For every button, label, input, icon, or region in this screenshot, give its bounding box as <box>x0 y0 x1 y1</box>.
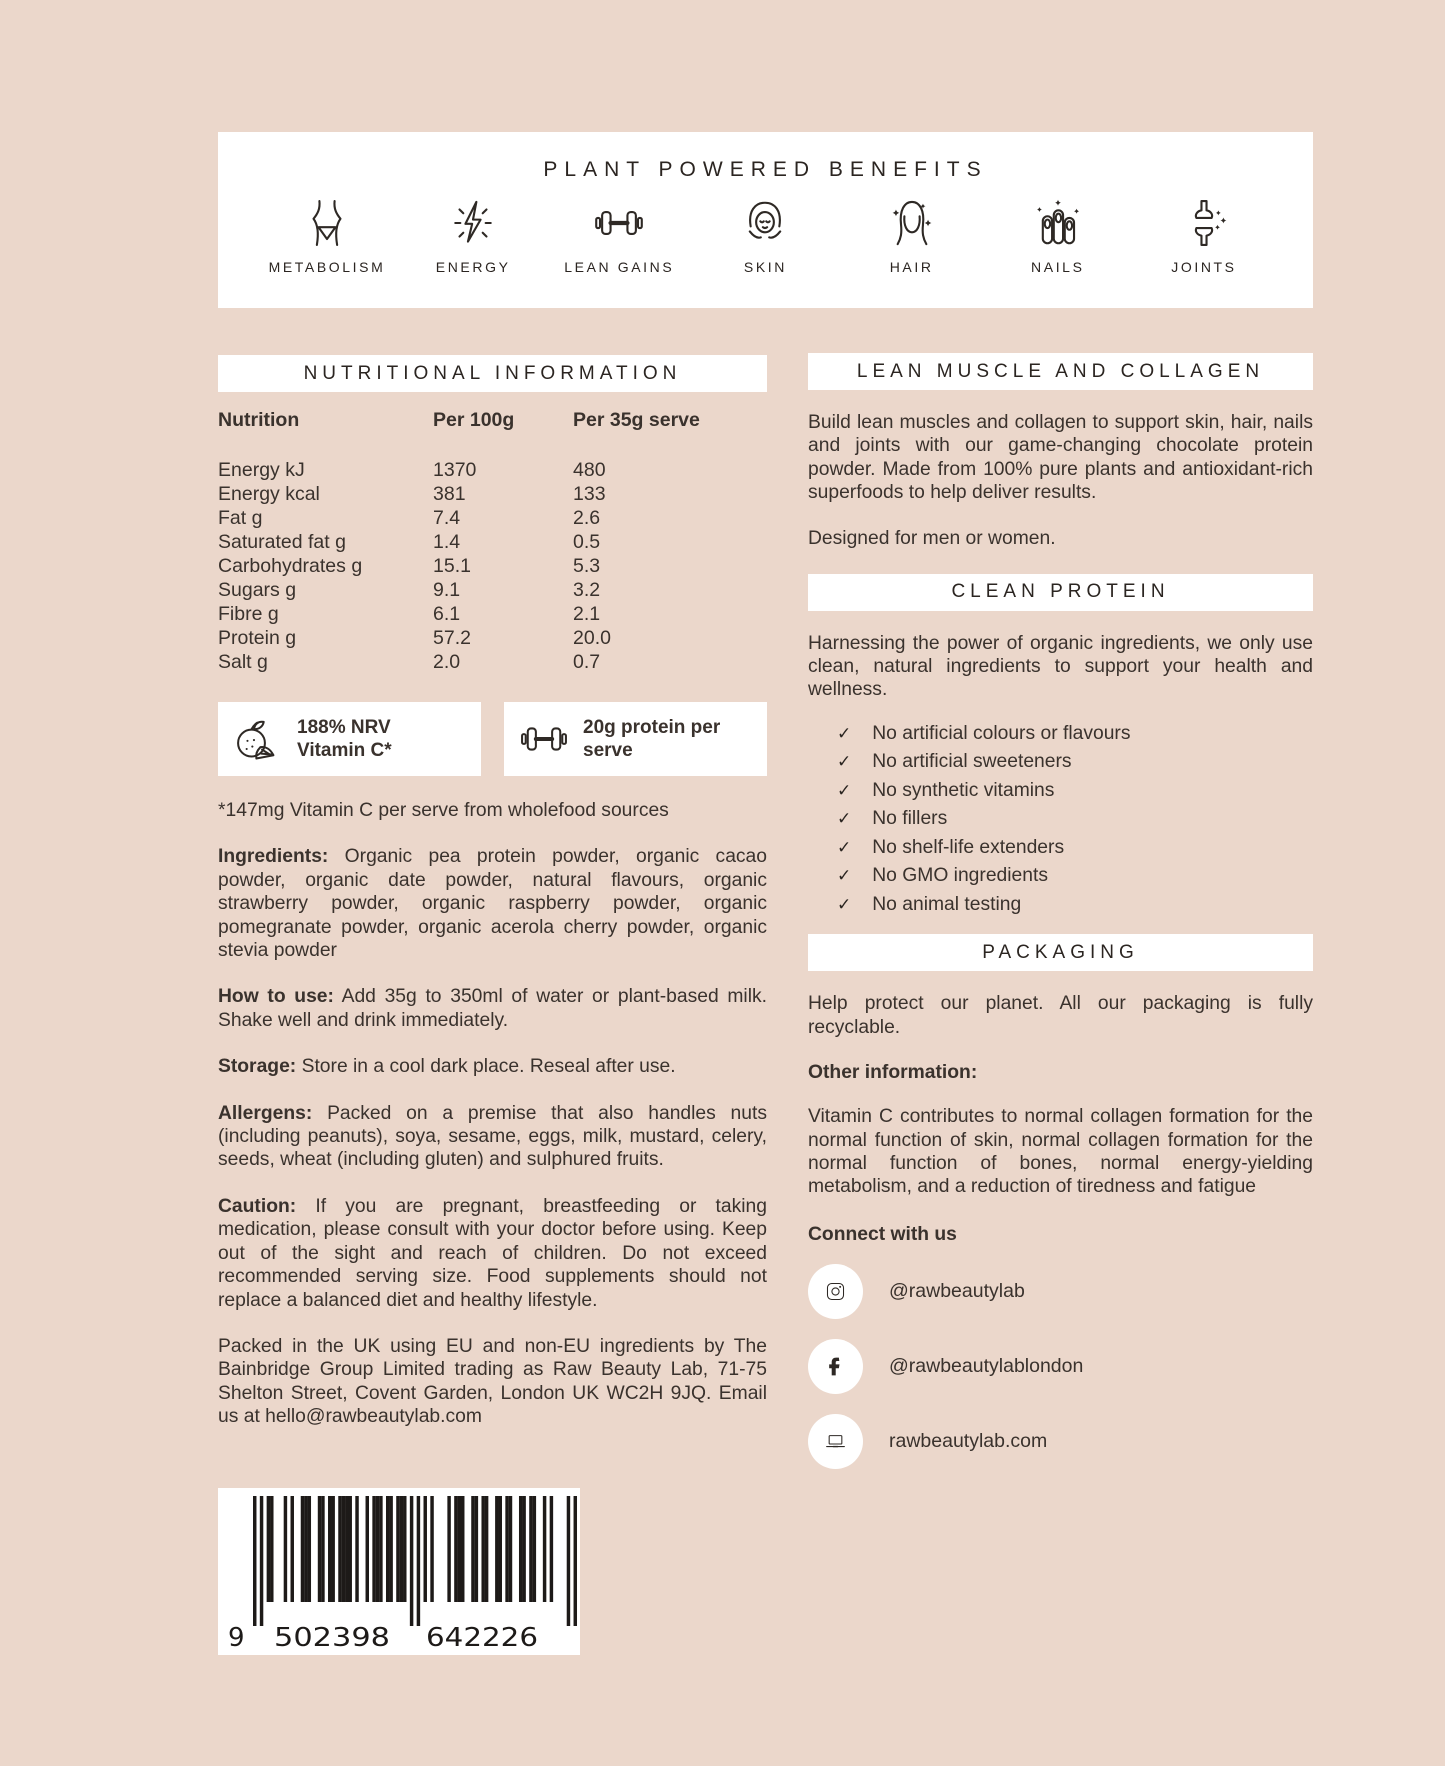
per-100g-value: 7.4 <box>433 507 461 529</box>
other-information-body: Vitamin C contributes to normal collagen formation for the normal function of skin, normal collagen formation for the normal function of bones, normal energy-yielding metabolism, and a reduction of tiredness and fatigue <box>808 1106 1313 1198</box>
detail-paragraph <box>218 1102 767 1172</box>
checklist-text: No GMO ingredients <box>872 865 1048 887</box>
detail-label: How to use: <box>218 986 334 1008</box>
per-100g-value: 57.2 <box>433 627 471 649</box>
check-icon: ✓ <box>837 866 852 886</box>
badge-line-2: serve <box>583 740 633 761</box>
per-35g-value: 3.2 <box>573 579 601 601</box>
barcode-bars <box>218 1488 580 1655</box>
nutrition-row <box>218 554 767 578</box>
benefit-label: JOINTS <box>1171 259 1237 275</box>
lean-muscle-body: Build lean muscles and collagen to support skin, hair, nails and joints with our game-changing chocolate protein powder. Made from 100% pure plants and antioxidant-rich superfoods to help deliver results. <box>808 412 1313 504</box>
nutrition-row <box>218 506 767 530</box>
social-icon-circle <box>808 1414 863 1469</box>
lean-muscle-section-title: LEAN MUSCLE AND COLLAGEN <box>856 360 1265 382</box>
checklist-text: No artificial sweeteners <box>872 751 1072 773</box>
highlight-badges <box>218 702 767 776</box>
detail-label: Ingredients: <box>218 846 329 868</box>
right-column <box>808 353 1313 1469</box>
benefit-item <box>995 196 1121 275</box>
detail-paragraph <box>218 1335 767 1429</box>
per-35g-value: 2.1 <box>573 603 601 625</box>
per-100g-value: 6.1 <box>433 603 461 625</box>
per-35g-value: 480 <box>573 459 606 481</box>
clean-protein-body: Harnessing the power of organic ingredients, we only use clean, natural ingredients to support your health and wellness. <box>808 632 1313 701</box>
nutrient-name: Energy kJ <box>218 459 305 481</box>
detail-text: If you are pregnant, breastfeeding or taking medication, please consult with your doctor before using. Keep out of the sight and reach of children. Do not exceed recommended serving size. Food supplements should not replace a balanced diet and healthy lifestyle. <box>218 1195 768 1311</box>
social-handle: @rawbeautylablondon <box>889 1354 1084 1377</box>
nutrient-name: Protein g <box>218 627 297 649</box>
nutrient-name: Fat g <box>218 507 263 529</box>
hair-icon <box>885 196 939 250</box>
nutrient-name: Energy kcal <box>218 483 320 505</box>
per-35g-value: 2.6 <box>573 507 601 529</box>
detail-paragraph <box>218 845 767 962</box>
nutrition-section-title: NUTRITIONAL INFORMATION <box>303 362 682 384</box>
nutrient-name: Sugars g <box>218 579 297 601</box>
detail-text: Store in a cool dark place. Reseal after use. <box>301 1056 676 1078</box>
detail-label: Storage: <box>218 1056 297 1078</box>
badge-line-2: Vitamin C* <box>297 740 392 761</box>
check-icon: ✓ <box>837 723 852 743</box>
laptop-icon <box>822 1428 849 1455</box>
per-100g-value: 1.4 <box>433 531 461 553</box>
detail-paragraph <box>218 1055 767 1078</box>
col-per-35g: Per 35g serve <box>573 409 700 431</box>
nutrition-row <box>218 530 767 554</box>
per-100g-value: 381 <box>433 483 466 505</box>
badge-text <box>297 716 392 762</box>
check-icon: ✓ <box>837 752 852 772</box>
nutrition-row <box>218 482 767 506</box>
detail-text: Add 35g to 350ml of water or plant-based milk. Shake well and drink immediately. <box>218 986 767 1031</box>
benefit-label: NAILS <box>1031 259 1085 275</box>
benefit-item <box>849 196 975 275</box>
checklist-item <box>808 834 1313 863</box>
checklist-item <box>808 748 1313 777</box>
per-100g-value: 2.0 <box>433 651 461 673</box>
lean-muscle-section-bar <box>808 353 1313 390</box>
per-100g-value: 15.1 <box>433 555 471 577</box>
highlight-badge <box>218 702 481 776</box>
benefit-label: HAIR <box>889 259 934 275</box>
nutrition-row <box>218 650 767 674</box>
packaging-section-bar <box>808 934 1313 971</box>
col-per-100g: Per 100g <box>433 409 515 431</box>
checklist-item <box>808 777 1313 806</box>
details-block <box>218 845 767 1428</box>
nutrition-row <box>218 458 767 482</box>
instagram-icon <box>822 1278 849 1305</box>
checklist-text: No shelf-life extenders <box>872 836 1065 858</box>
social-icon-circle <box>808 1339 863 1394</box>
social-row <box>808 1339 1313 1394</box>
waist-icon <box>300 196 354 250</box>
benefits-banner <box>218 132 1313 308</box>
benefit-label: ENERGY <box>435 259 511 275</box>
check-icon: ✓ <box>837 780 852 800</box>
social-handle: @rawbeautylab <box>889 1279 1025 1302</box>
nutrient-name: Salt g <box>218 651 268 673</box>
per-100g-value: 9.1 <box>433 579 461 601</box>
joint-icon <box>1177 196 1231 250</box>
checklist-text: No synthetic vitamins <box>872 779 1055 801</box>
lightning-icon <box>446 196 500 250</box>
benefits-row <box>218 182 1313 275</box>
nails-icon <box>1031 196 1085 250</box>
barcode-digits-group2: 642226 <box>426 1623 538 1653</box>
check-icon: ✓ <box>837 894 852 914</box>
nutrient-name: Saturated fat g <box>218 531 346 553</box>
nutrition-section-bar <box>218 355 767 392</box>
face-icon <box>738 196 792 250</box>
check-icon: ✓ <box>837 809 852 829</box>
highlight-badge <box>504 702 767 776</box>
facebook-icon <box>822 1353 849 1380</box>
social-handle: rawbeautylab.com <box>889 1429 1048 1452</box>
lean-muscle-tagline: Designed for men or women. <box>808 527 1056 549</box>
social-links <box>808 1264 1313 1469</box>
per-35g-value: 133 <box>573 483 606 505</box>
badge-line-1: 188% NRV <box>297 717 391 738</box>
benefit-item <box>1141 196 1267 275</box>
nutrition-row <box>218 626 767 650</box>
per-35g-value: 0.5 <box>573 531 601 553</box>
benefit-item <box>702 196 828 275</box>
vitamin-c-footnote: *147mg Vitamin C per serve from wholefood sources <box>218 800 669 821</box>
barcode <box>218 1488 580 1655</box>
detail-label: Caution: <box>218 1195 297 1217</box>
detail-text: Packed in the UK using EU and non-EU ingredients by The Bainbridge Group Limited trading as Raw Beauty Lab, 71-75 Shelton Street, Covent Garden, London UK WC2H 9JQ. Email us at hello@rawbeautylab.com <box>218 1335 767 1428</box>
clean-protein-section-title: CLEAN PROTEIN <box>951 581 1170 603</box>
social-row <box>808 1414 1313 1469</box>
check-icon: ✓ <box>837 837 852 857</box>
nutrition-row <box>218 602 767 626</box>
benefit-item <box>264 196 390 275</box>
badge-line-1: 20g protein per <box>583 717 721 738</box>
detail-label: Allergens: <box>218 1102 313 1124</box>
packaging-body: Help protect our planet. All our packaging is fully recyclable. <box>808 993 1313 1038</box>
barcode-digit-left: 9 <box>228 1623 245 1653</box>
benefit-item <box>556 196 682 275</box>
nutrient-name: Carbohydrates g <box>218 555 363 577</box>
other-information-heading: Other information: <box>808 1062 978 1084</box>
badge-text <box>583 716 720 762</box>
benefit-label: SKIN <box>743 259 787 275</box>
benefit-item <box>410 196 536 275</box>
detail-text: Organic pea protein powder, organic cacao powder, organic date powder, natural flavours, organic strawberry powder, organic raspberry powder, organic pomegranate powder, organic acerola cherry powder, organic stevia powder <box>218 846 767 962</box>
checklist-text: No artificial colours or flavours <box>872 722 1131 744</box>
nutrition-table-header <box>218 408 767 432</box>
checklist-item <box>808 862 1313 891</box>
checklist-text: No animal testing <box>872 893 1022 915</box>
banner-title: PLANT POWERED BENEFITS <box>543 158 988 181</box>
clean-protein-section-bar <box>808 574 1313 611</box>
connect-heading: Connect with us <box>808 1223 957 1245</box>
checklist-text: No fillers <box>872 808 948 830</box>
per-35g-value: 20.0 <box>573 627 611 649</box>
dumbbell-icon <box>592 196 646 250</box>
detail-paragraph <box>218 1195 767 1312</box>
left-column <box>218 355 767 1429</box>
nutrient-name: Fibre g <box>218 603 279 625</box>
social-icon-circle <box>808 1264 863 1319</box>
per-100g-value: 1370 <box>433 459 477 481</box>
detail-paragraph <box>218 985 767 1032</box>
benefit-label: METABOLISM <box>268 259 386 275</box>
nutrition-table <box>218 458 767 674</box>
detail-text: Packed on a premise that also handles nuts (including peanuts), soya, sesame, eggs, milk, mustard, celery, seeds, wheat (including gluten) and sulphured fruits. <box>218 1102 767 1171</box>
barcode-digits-group1: 502398 <box>274 1623 390 1653</box>
per-35g-value: 0.7 <box>573 651 601 673</box>
checklist-item <box>808 805 1313 834</box>
checklist-item <box>808 891 1313 920</box>
checklist-item <box>808 720 1313 749</box>
social-row <box>808 1264 1313 1319</box>
benefit-label: LEAN GAINS <box>564 259 675 275</box>
clean-protein-checklist <box>808 720 1313 920</box>
col-nutrition: Nutrition <box>218 409 300 431</box>
dumbbell-icon <box>518 713 570 765</box>
per-35g-value: 5.3 <box>573 555 601 577</box>
packaging-section-title: PACKAGING <box>982 941 1139 963</box>
nutrition-row <box>218 578 767 602</box>
orange-icon <box>232 713 284 765</box>
